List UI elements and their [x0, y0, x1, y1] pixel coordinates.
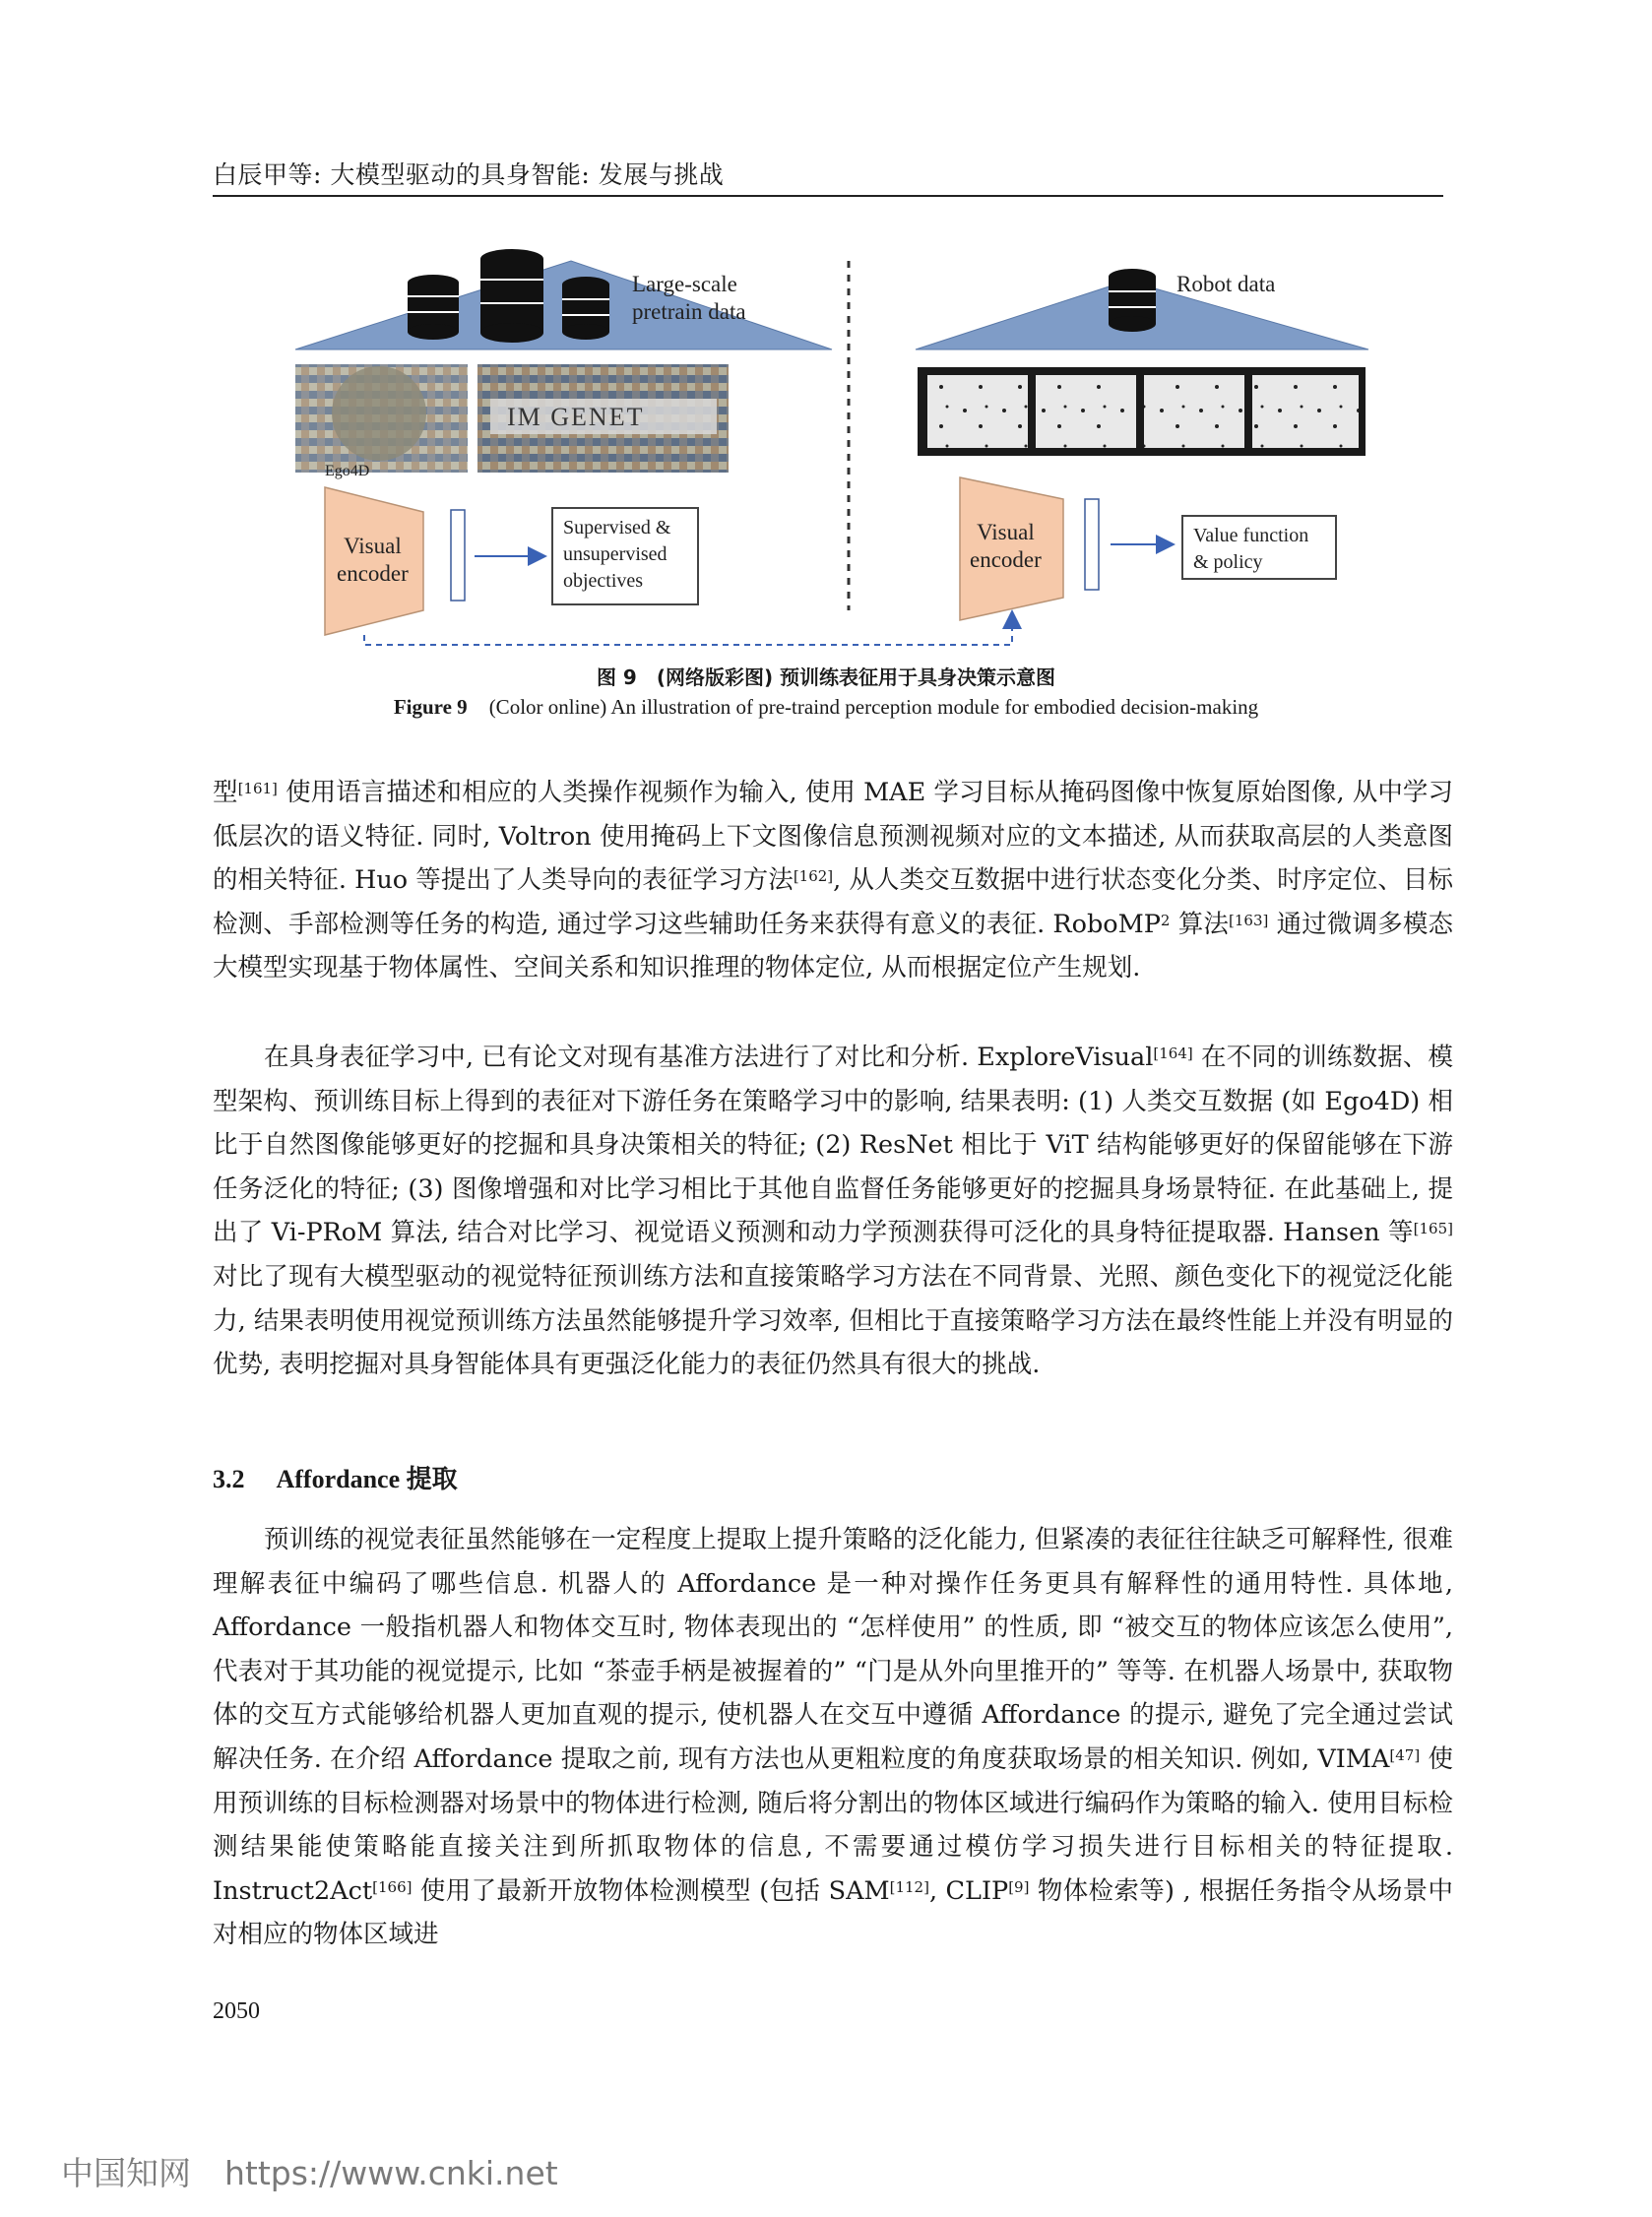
site-url: https://www.cnki.net	[224, 2154, 558, 2192]
site-name: 中国知网	[61, 2154, 191, 2192]
figure-caption-en: Figure 9 (Color online) An illustration of pre-traind perception module for embodied decision-making	[393, 695, 1259, 719]
header-rule	[213, 195, 1443, 197]
section-heading: 3.2 Affordance 提取	[213, 1465, 458, 1493]
imagenet-label: IM GENET	[507, 403, 645, 431]
figure-caption-zh: 图 9 (网络版彩图) 预训练表征用于具身决策示意图	[596, 665, 1056, 689]
ego4d-label: Ego4D	[325, 463, 370, 479]
figure-graphics	[286, 241, 1378, 655]
paragraph-2: 在具身表征学习中, 已有论文对现有基准方法进行了对比和分析. ExploreVisual[164] 在不同的训练数据、模型架构、预训练目标上得到的表征对下游任务在策略学习中的影响, 结果表明: (1) 人类交互数据 (如 Ego4D) 相比于自然图像能够更好的挖掘和具身决策相关的特征; (2) ResNet 相比于 ViT 结构能够更好的保留能够在下游任务泛化的特征; (3) 图像增强和对比学习相比于其他自监督任务能够更好的挖掘具身场景特征. 在此基础上, 提出了 Vi-PRoM 算法, 结合对比学习、视觉语义预测和动力学预测获得可泛化的具身特征提取器. Hansen 等[165] 对比了现有大模型驱动的视觉特征预训练方法和直接策略学习方法在不同背景、光照、颜色变化下的视觉泛化能力, 结果表明使用视觉预训练方法虽然能够提升学习效率, 但相比于直接策略学习方法在最终性能上并没有明显的优势, 表明挖掘对具身智能体具有更强泛化能力的表征仍然具有很大的挑战.	[213, 1043, 1453, 1380]
right-data-label: Robot data	[1176, 272, 1276, 296]
database-icon-3	[562, 277, 609, 340]
transfer-arrow	[364, 613, 1012, 645]
right-encoder-label: Visual encoder	[970, 520, 1042, 572]
cnki-watermark	[61, 2148, 558, 2194]
left-encoder-label: Visual encoder	[337, 534, 409, 586]
left-data-label: Large-scale pretrain data	[632, 272, 746, 324]
database-icon-2	[480, 249, 543, 343]
left-objectives-box: Supervised & unsupervised objectives	[551, 507, 699, 605]
running-header: 白辰甲等: 大模型驱动的具身智能: 发展与挑战	[213, 160, 725, 189]
right-feature-vector	[1085, 499, 1099, 590]
left-feature-vector	[451, 510, 465, 601]
database-icon-1	[408, 275, 459, 340]
page-number: 2050	[213, 1998, 260, 2024]
database-icon-4	[1109, 269, 1156, 332]
paragraph-3: 预训练的视觉表征虽然能够在一定程度上提取上提升策略的泛化能力, 但紧凑的表征往往缺乏可解释性, 很难理解表征中编码了哪些信息. 机器人的 Affordance 是一种对操作任务更具有解释性的通用特性. 具体地, Affordance 一般指机器人和物体交互时, 物体表现出的 “怎样使用” 的性质, 即 “被交互的物体应该怎么使用”, 代表对于其功能的视觉提示, 比如 “茶壶手柄是被握着的” “门是从外向里推开的” 等等. 在机器人场景中, 获取物体的交互方式能够给机器人更加直观的提示, 使机器人在交互中遵循 Affordance 的提示, 避免了完全通过尝试解决任务. 在介绍 Affordance 提取之前, 现有方法也从更粗粒度的角度获取场景的相关知识. 例如, VIMA[47] 使用预训练的目标检测器对场景中的物体进行检测, 随后将分割出的物体区域进行编码作为策略的输入. 使用目标检测结果能使策略能直接关注到所抓取物体的信息, 不需要通过模仿学习损失进行目标相关的特征提取. Instruct2Act[166] 使用了最新开放物体检测模型 (包括 SAM[112], CLIP[9] 物体检索等) , 根据任务指令从场景中对相应的物体区域进	[213, 1525, 1454, 1950]
figure-9	[286, 241, 1378, 655]
paragraph-1: 型[161] 使用语言描述和相应的人类操作视频作为输入, 使用 MAE 学习目标从掩码图像中恢复原始图像, 从中学习低层次的语义特征. 同时, Voltron 使用掩码上下文图像信息预测视频对应的文本描述, 从而获取高层的人类意图的相关特征. Huo 等提出了人类导向的表征学习方法[162], 从人类交互数据中进行状态变化分类、时序定位、目标检测、手部检测等任务的构造, 通过学习这些辅助任务来获得有意义的表征. RoboMP$^2$ 算法[163] 通过微调多模态大模型实现基于物体属性、空间关系和知识推理的物体定位, 从而根据定位产生规划.	[213, 778, 1453, 983]
right-objectives-box: Value function & policy	[1181, 515, 1337, 580]
